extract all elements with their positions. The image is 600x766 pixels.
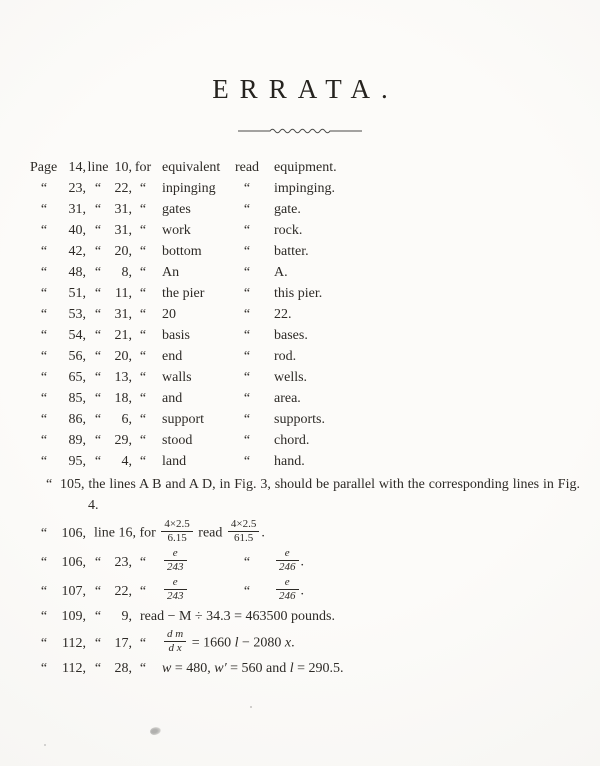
ditto-mark: “ xyxy=(94,412,102,427)
ditto-mark: “ xyxy=(243,265,251,280)
fraction-numerator: e xyxy=(284,547,290,559)
fraction-denominator: 243 xyxy=(164,560,187,573)
errata-cell: 6, xyxy=(121,412,132,427)
errata-text: read − M ÷ 34.3 = 463500 pounds. xyxy=(140,609,335,624)
paper-speck xyxy=(250,706,252,708)
ditto-mark: “ xyxy=(243,370,251,385)
ditto-mark: “ xyxy=(139,555,147,570)
ditto-mark: “ xyxy=(94,286,102,301)
errata-cell: 9, xyxy=(121,609,132,624)
errata-list xyxy=(0,157,600,681)
errata-row xyxy=(30,519,586,548)
ditto-mark: “ xyxy=(40,181,48,196)
ditto-mark: “ xyxy=(94,454,102,469)
errata-text: the pier xyxy=(162,286,205,301)
errata-cell: 40, xyxy=(68,223,86,238)
ditto-mark: “ xyxy=(139,244,147,259)
errata-cell: 112, xyxy=(62,661,86,676)
errata-text: inpinging xyxy=(162,181,216,196)
errata-cell: 13, xyxy=(114,370,132,385)
errata-row xyxy=(30,367,586,388)
errata-correction xyxy=(262,157,337,178)
errata-cell: read xyxy=(234,160,260,175)
errata-row xyxy=(30,220,586,241)
errata-cell: for xyxy=(134,160,152,175)
errata-text: hand. xyxy=(274,454,305,469)
errata-text: equivalent xyxy=(162,160,221,175)
ditto-mark: “ xyxy=(40,202,48,217)
errata-row xyxy=(30,548,586,577)
ditto-mark: “ xyxy=(139,661,147,676)
fraction-denominator: 246 xyxy=(276,589,299,602)
errata-text: rod. xyxy=(274,349,297,364)
errata-correction xyxy=(262,220,302,241)
ditto-mark: “ xyxy=(94,328,102,343)
ditto-mark: “ xyxy=(139,265,147,280)
errata-correction xyxy=(262,178,335,199)
errata-cell: 29, xyxy=(114,433,132,448)
ditto-mark: “ xyxy=(40,433,48,448)
errata-paragraph: “ 105, the lines A B and A D, in Fig. 3, should be parallel with the corresponding lines in Fig. 4. xyxy=(46,477,580,513)
ditto-mark: “ xyxy=(40,391,48,406)
ditto-mark: “ xyxy=(139,584,147,599)
errata-cell: line xyxy=(87,160,109,175)
page-title: ERRATA. xyxy=(212,74,399,104)
ditto-mark: “ xyxy=(243,244,251,259)
errata-text: gate. xyxy=(274,202,301,217)
errata-wrong-word xyxy=(154,241,232,262)
errata-text: impinging. xyxy=(274,181,336,196)
ink-smudge xyxy=(149,726,161,736)
ditto-mark: “ xyxy=(40,286,48,301)
errata-correction xyxy=(262,547,304,575)
fraction xyxy=(276,577,299,602)
fraction-denominator: 246 xyxy=(276,560,299,573)
ditto-mark: “ xyxy=(243,391,251,406)
fraction-numerator: 4×2.5 xyxy=(230,518,257,530)
ditto-mark: “ xyxy=(243,555,251,570)
ditto-mark: “ xyxy=(94,370,102,385)
errata-correction xyxy=(154,658,344,679)
errata-text: A. xyxy=(274,265,288,280)
ditto-mark: “ xyxy=(40,244,48,259)
ditto-mark: “ xyxy=(94,584,102,599)
errata-row xyxy=(30,241,586,262)
errata-correction xyxy=(262,241,309,262)
errata-cell: 42, xyxy=(68,244,86,259)
ditto-mark: “ xyxy=(139,286,147,301)
math-variable: x xyxy=(284,635,292,651)
fraction-numerator: d m xyxy=(167,628,184,640)
errata-text: this pier. xyxy=(274,286,323,301)
ditto-mark: “ xyxy=(139,636,147,651)
errata-cell: 31, xyxy=(114,223,132,238)
errata-text: land xyxy=(162,454,187,469)
errata-correction xyxy=(262,451,305,472)
ditto-mark: “ xyxy=(94,307,102,322)
errata-wrong-word xyxy=(154,576,232,604)
ditto-mark: “ xyxy=(243,181,251,196)
ditto-mark: “ xyxy=(40,584,48,599)
errata-row xyxy=(30,178,586,199)
errata-text: 20 xyxy=(162,307,176,322)
errata-row xyxy=(30,430,586,451)
ditto-mark: “ xyxy=(139,370,147,385)
fraction-denominator: 6.15 xyxy=(161,531,192,544)
ditto-mark: “ xyxy=(243,349,251,364)
errata-cell: 18, xyxy=(114,391,132,406)
errata-correction xyxy=(262,430,309,451)
divider-squiggle xyxy=(234,125,366,135)
ditto-mark: “ xyxy=(94,433,102,448)
errata-correction xyxy=(262,346,296,367)
errata-text: support xyxy=(162,412,204,427)
errata-text: area. xyxy=(274,391,301,406)
errata-correction xyxy=(262,199,301,220)
fraction-numerator: 4×2.5 xyxy=(164,518,190,530)
errata-cell: 14, xyxy=(68,160,86,175)
ditto-mark: “ xyxy=(139,307,147,322)
errata-cell: 20, xyxy=(114,349,132,364)
ditto-mark: “ xyxy=(40,328,48,343)
ditto-mark: “ xyxy=(94,181,102,196)
errata-row xyxy=(30,388,586,409)
errata-row xyxy=(30,606,586,629)
errata-text: equipment. xyxy=(274,160,337,175)
ditto-mark: “ xyxy=(40,307,48,322)
errata-correction xyxy=(262,262,288,283)
errata-correction xyxy=(262,576,304,604)
errata-cell: 85, xyxy=(68,391,86,406)
fraction xyxy=(164,577,187,602)
errata-correction xyxy=(154,628,295,656)
errata-row xyxy=(30,262,586,283)
ditto-mark: “ xyxy=(243,328,251,343)
errata-wrong-word xyxy=(154,325,232,346)
errata-cell: 106, xyxy=(61,555,86,570)
errata-row xyxy=(30,157,586,178)
errata-wrong-word xyxy=(154,199,232,220)
errata-text: bottom xyxy=(162,244,202,259)
ditto-mark: “ xyxy=(243,307,251,322)
errata-text: = 290.5. xyxy=(293,661,344,676)
errata-correction xyxy=(262,283,322,304)
errata-correction xyxy=(262,388,301,409)
fraction xyxy=(161,519,192,544)
errata-row xyxy=(30,658,586,681)
errata-correction xyxy=(262,304,292,325)
errata-text: wells. xyxy=(274,370,308,385)
errata-wrong-word xyxy=(154,283,232,304)
fraction-numerator: e xyxy=(284,576,290,588)
errata-wrong-word xyxy=(154,157,232,178)
errata-text: gates xyxy=(162,202,191,217)
errata-wrong-word xyxy=(154,220,232,241)
ditto-mark: “ xyxy=(94,202,102,217)
errata-text: chord. xyxy=(274,433,310,448)
errata-text: read xyxy=(194,525,226,541)
errata-cell: 56, xyxy=(68,349,86,364)
errata-cell: 20, xyxy=(114,244,132,259)
errata-row xyxy=(30,304,586,325)
ditto-mark: “ xyxy=(40,265,48,280)
errata-cell: 8, xyxy=(121,265,132,280)
ditto-mark: “ xyxy=(94,555,102,570)
errata-cell: 4, xyxy=(121,454,132,469)
ditto-mark: “ xyxy=(94,391,102,406)
errata-cell: 23, xyxy=(68,181,86,196)
ditto-mark: “ xyxy=(94,661,102,676)
errata-cell: 31, xyxy=(68,202,86,217)
errata-cell: 31, xyxy=(114,307,132,322)
errata-cell: 112, xyxy=(62,636,86,651)
errata-text: walls xyxy=(162,370,192,385)
errata-wrong-word xyxy=(154,547,232,575)
ditto-mark: “ xyxy=(40,661,48,676)
errata-cell: 51, xyxy=(68,286,86,301)
errata-row xyxy=(30,346,586,367)
errata-text: line 16, for xyxy=(94,525,160,541)
errata-text: . xyxy=(300,583,304,599)
errata-cell: 23, xyxy=(114,555,132,570)
errata-wrong-word xyxy=(154,430,232,451)
errata-cell: 106, xyxy=(61,526,86,541)
errata-text: batter. xyxy=(274,244,309,259)
errata-wrong-word xyxy=(154,304,232,325)
errata-row xyxy=(30,199,586,220)
ditto-mark: “ xyxy=(94,636,102,651)
ditto-mark: “ xyxy=(243,433,251,448)
ditto-mark: “ xyxy=(40,454,48,469)
ditto-mark: “ xyxy=(139,223,147,238)
ditto-mark: “ xyxy=(243,584,251,599)
errata-cell: 65, xyxy=(68,370,86,385)
fraction-numerator: e xyxy=(172,576,178,588)
errata-wrong-word xyxy=(154,451,232,472)
errata-row xyxy=(30,325,586,346)
errata-row xyxy=(30,451,586,472)
ditto-mark: “ xyxy=(139,328,147,343)
errata-cell: 22, xyxy=(114,584,132,599)
math-variable: l xyxy=(289,661,294,676)
errata-cell: 28, xyxy=(114,661,132,676)
ditto-mark: “ xyxy=(139,433,147,448)
ditto-mark: “ xyxy=(94,244,102,259)
ditto-mark: “ xyxy=(40,609,48,624)
errata-text: basis xyxy=(162,328,190,343)
errata-row xyxy=(30,629,586,658)
fraction xyxy=(276,548,299,573)
errata-cell: 95, xyxy=(68,454,86,469)
errata-cell: 21, xyxy=(114,328,132,343)
errata-text: = 560 and xyxy=(226,661,290,676)
errata-text: . xyxy=(261,525,265,541)
ditto-mark: “ xyxy=(40,349,48,364)
math-variable: w′ xyxy=(214,661,227,676)
errata-correction xyxy=(86,518,265,546)
paper-speck xyxy=(44,744,46,746)
ditto-mark: “ xyxy=(40,636,48,651)
errata-correction xyxy=(262,325,308,346)
errata-cell: 22, xyxy=(114,181,132,196)
fraction xyxy=(228,519,259,544)
errata-wrong-word xyxy=(154,367,232,388)
errata-text: − 2080 xyxy=(238,635,285,651)
math-variable: w xyxy=(162,661,172,676)
errata-correction xyxy=(132,606,335,627)
errata-text: = 1660 xyxy=(188,635,235,651)
ditto-mark: “ xyxy=(243,286,251,301)
errata-correction xyxy=(262,409,325,430)
ditto-mark: “ xyxy=(139,391,147,406)
ditto-mark: “ xyxy=(139,202,147,217)
ditto-mark: “ xyxy=(139,454,147,469)
errata-text: = 480, xyxy=(171,661,215,676)
ditto-mark: “ xyxy=(243,223,251,238)
ditto-mark: “ xyxy=(94,223,102,238)
ditto-mark: “ xyxy=(40,555,48,570)
errata-cell: 86, xyxy=(68,412,86,427)
errata-text: . xyxy=(300,554,304,570)
ditto-mark: “ xyxy=(94,349,102,364)
errata-text: work xyxy=(162,223,191,238)
ditto-mark: “ xyxy=(94,609,102,624)
errata-cell: 107, xyxy=(61,584,86,599)
errata-correction xyxy=(262,367,307,388)
errata-text: bases. xyxy=(274,328,308,343)
errata-wrong-word xyxy=(154,409,232,430)
ditto-mark: “ xyxy=(139,412,147,427)
errata-cell: 17, xyxy=(114,636,132,651)
errata-text: end xyxy=(162,349,183,364)
errata-cell: 10, xyxy=(114,160,132,175)
ditto-mark: “ xyxy=(243,202,251,217)
errata-cell: Page xyxy=(30,160,58,175)
fraction-denominator: 243 xyxy=(164,589,187,602)
ditto-mark: “ xyxy=(40,370,48,385)
errata-cell: 54, xyxy=(68,328,86,343)
ditto-mark: “ xyxy=(139,181,147,196)
errata-wrong-word xyxy=(154,262,232,283)
ditto-mark: “ xyxy=(243,412,251,427)
errata-cell: 48, xyxy=(68,265,86,280)
errata-row xyxy=(30,283,586,304)
fraction-denominator: 61.5 xyxy=(228,531,259,544)
errata-cell: 89, xyxy=(68,433,86,448)
errata-row xyxy=(30,577,586,606)
math-variable: l xyxy=(234,635,239,651)
errata-row xyxy=(30,409,586,430)
errata-text: supports. xyxy=(274,412,325,427)
errata-cell: 31, xyxy=(114,202,132,217)
errata-cell: 109, xyxy=(61,609,86,624)
ditto-mark: “ xyxy=(139,349,147,364)
errata-wrong-word xyxy=(154,178,232,199)
errata-cell: 11, xyxy=(115,286,132,301)
fraction xyxy=(164,629,186,654)
ditto-mark: “ xyxy=(94,265,102,280)
ditto-mark: “ xyxy=(40,223,48,238)
errata-text: An xyxy=(162,265,180,280)
errata-wrong-word xyxy=(154,388,232,409)
fraction xyxy=(164,548,187,573)
ditto-mark: “ xyxy=(40,412,48,427)
errata-text: and xyxy=(162,391,183,406)
ditto-mark: “ xyxy=(243,454,251,469)
errata-text: stood xyxy=(162,433,193,448)
fraction-numerator: e xyxy=(172,547,178,559)
errata-text: rock. xyxy=(274,223,303,238)
errata-text: 22. xyxy=(274,307,292,322)
errata-cell: 53, xyxy=(68,307,86,322)
errata-text: . xyxy=(291,635,295,651)
ditto-mark: “ xyxy=(40,526,48,541)
errata-wrong-word xyxy=(154,346,232,367)
fraction-denominator: d x xyxy=(164,641,186,654)
